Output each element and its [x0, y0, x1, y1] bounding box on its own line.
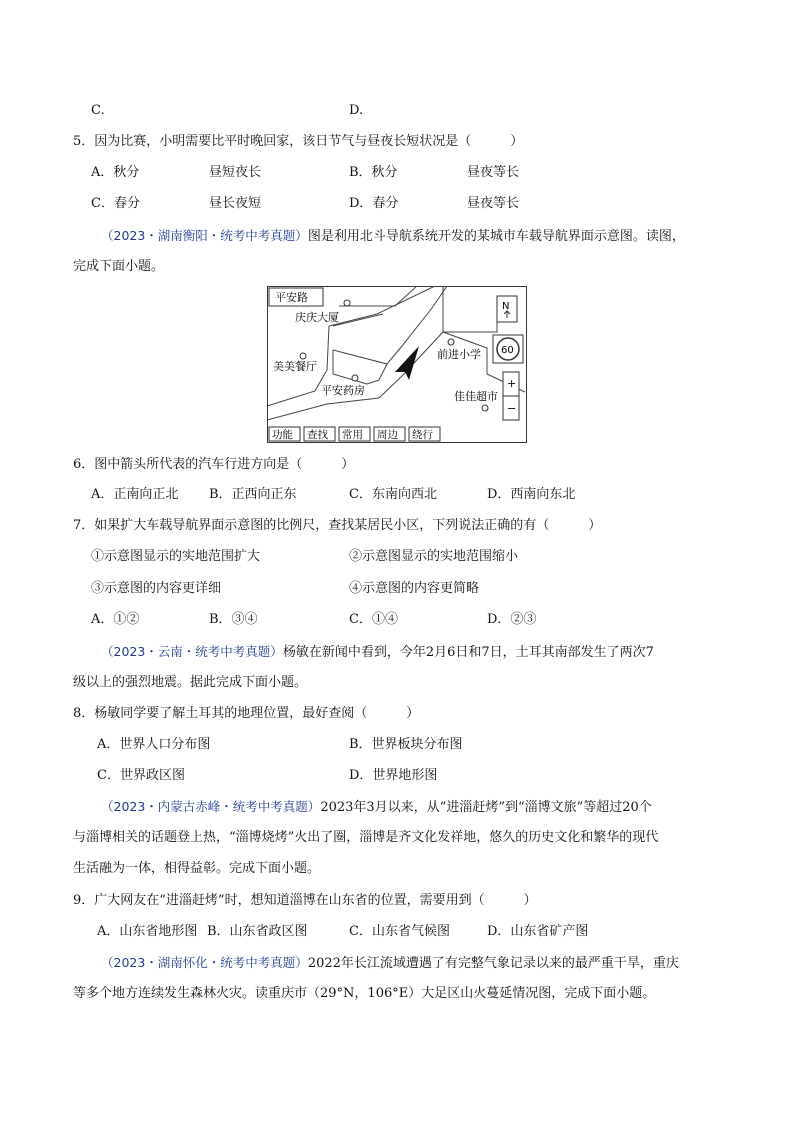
- option-label: A．秋分: [91, 165, 140, 180]
- q7-option-c: C．①④: [349, 612, 398, 627]
- q7-option-d: D．②③: [487, 612, 537, 627]
- q6-option-c: C．东南向西北: [349, 487, 437, 502]
- zoom-out-button[interactable]: −: [507, 402, 517, 415]
- passage-2-line-1: [101, 643, 654, 662]
- passage-3-source: （2023・内蒙古赤峰・统考中考真题）: [101, 799, 321, 814]
- option-text: 昼夜等长: [467, 165, 520, 180]
- passage-3-line-3: 生活融为一体，相得益彰。完成下面小题。: [73, 861, 321, 876]
- q6-option-b: B．正西向正东: [209, 487, 297, 502]
- poi-marker: [448, 339, 454, 345]
- q9-option-c: C．山东省气候图: [349, 924, 450, 939]
- poi-label: 庆庆大厦: [295, 311, 339, 324]
- option-label: D．春分: [349, 196, 399, 211]
- nav-button-search[interactable]: 查找: [307, 429, 328, 441]
- passage-3-line-1: [101, 798, 652, 817]
- q4-option-d: D.: [349, 103, 364, 118]
- nav-button-nearby[interactable]: 周边: [377, 429, 398, 441]
- passage-4-line-1: [101, 954, 679, 973]
- option-text: 昼夜等长: [467, 196, 520, 211]
- passage-4-line-2: 等多个地方连续发生森林火灾。读重庆市（29°N，106°E）大足区山火蔓延情况图，完成下面小题。: [73, 986, 656, 1001]
- q8-stem: 8．杨敏同学要了解土耳其的地理位置，最好查阅（ ）: [73, 706, 420, 721]
- passage-4-source: （2023・湖南怀化・统考中考真题）: [101, 955, 308, 970]
- q9-option-a: A．山东省地形图: [97, 924, 198, 939]
- option-label: C．春分: [91, 196, 140, 211]
- passage-1-source: （2023・湖南衡阳・统考中考真题）: [101, 228, 308, 243]
- poi-label: 平安药房: [321, 384, 365, 397]
- q5-option-c: [91, 195, 261, 213]
- q5-stem: 5．因为比赛，小明需要比平时晚回家，该日节气与昼夜长短状况是（ ）: [73, 134, 524, 149]
- poi-marker: [482, 405, 488, 411]
- q8-option-b: B．世界板块分布图: [349, 737, 463, 752]
- q7-option-a: A．①②: [91, 612, 140, 627]
- q6-option-d: D．西南向东北: [487, 487, 576, 502]
- q6-option-a: A．正南向正北: [91, 487, 179, 502]
- poi-label: 美美餐厅: [273, 360, 317, 373]
- q7-statement-3: ③示意图的内容更详细: [91, 581, 222, 596]
- speed-limit-value: 60: [501, 345, 514, 356]
- nav-map-figure: [267, 286, 527, 443]
- passage-2-text: 杨敏在新闻中看到，今年2月6日和7日，土耳其南部发生了两次7: [282, 645, 654, 660]
- poi-marker: [344, 300, 350, 306]
- nav-button-function[interactable]: 功能: [272, 429, 293, 441]
- passage-2-line-2: 级以上的强烈地震。据此完成下面小题。: [73, 675, 308, 690]
- nav-button-bar: [269, 427, 440, 441]
- q7-option-b: B．③④: [209, 612, 258, 627]
- q9-stem: 9．广大网友在“进淄赶烤”时，想知道淄博在山东省的位置，需要用到（ ）: [73, 893, 537, 908]
- poi-label: 前进小学: [437, 348, 481, 361]
- poi-label: 佳佳超市: [454, 390, 498, 403]
- passage-3-line-2: 与淄博相关的话题登上热，“淄博烧烤”火出了圈，淄博是齐文化发祥地，悠久的历史文化和繁华的现代: [73, 830, 659, 845]
- q4-option-c: C.: [91, 103, 105, 118]
- q8-option-c: C．世界政区图: [97, 768, 185, 783]
- option-label: B．秋分: [349, 165, 398, 180]
- q7-statement-4: ④示意图的内容更简略: [349, 581, 480, 596]
- q7-statement-2: ②示意图显示的实地范围缩小: [349, 549, 519, 564]
- passage-1-line-1: [101, 227, 685, 246]
- passage-1-text: 图是利用北斗导航系统开发的某城市车载导航界面示意图。读图，: [307, 229, 685, 244]
- q6-stem: 6．图中箭头所代表的汽车行进方向是（ ）: [73, 457, 355, 472]
- q7-statement-1: ①示意图显示的实地范围扩大: [91, 549, 261, 564]
- zoom-in-button[interactable]: +: [507, 377, 517, 390]
- q5-option-d: [349, 195, 519, 213]
- north-label: N: [502, 301, 510, 312]
- q5-option-b: [349, 164, 519, 182]
- passage-2-source: （2023・云南・统考中考真题）: [101, 644, 283, 659]
- passage-4-text: 2022年长江流域遭遇了有完整气象记录以来的最严重干旱，重庆: [307, 956, 679, 971]
- nav-button-detour[interactable]: 绕行: [412, 429, 433, 441]
- q9-option-d: D．山东省矿产图: [487, 924, 589, 939]
- q5-option-a: [91, 164, 261, 182]
- poi-marker: [352, 375, 358, 381]
- poi-marker: [300, 353, 306, 359]
- road-label: 平安路: [275, 291, 308, 304]
- passage-3-text: 2023年3月以来，从“进淄赶烤”到“淄博文旅”等超过20个: [320, 800, 652, 815]
- passage-1-line-2: 完成下面小题。: [73, 259, 165, 274]
- nav-button-favorites[interactable]: 常用: [342, 429, 363, 441]
- q9-option-b: B．山东省政区图: [207, 924, 308, 939]
- option-text: 昼长夜短: [209, 196, 262, 211]
- q7-stem: 7．如果扩大车载导航界面示意图的比例尺，查找某居民小区，下列说法正确的有（ ）: [73, 518, 602, 533]
- option-text: 昼短夜长: [209, 165, 262, 180]
- q8-option-a: A．世界人口分布图: [97, 737, 211, 752]
- q8-option-d: D．世界地形图: [349, 768, 438, 783]
